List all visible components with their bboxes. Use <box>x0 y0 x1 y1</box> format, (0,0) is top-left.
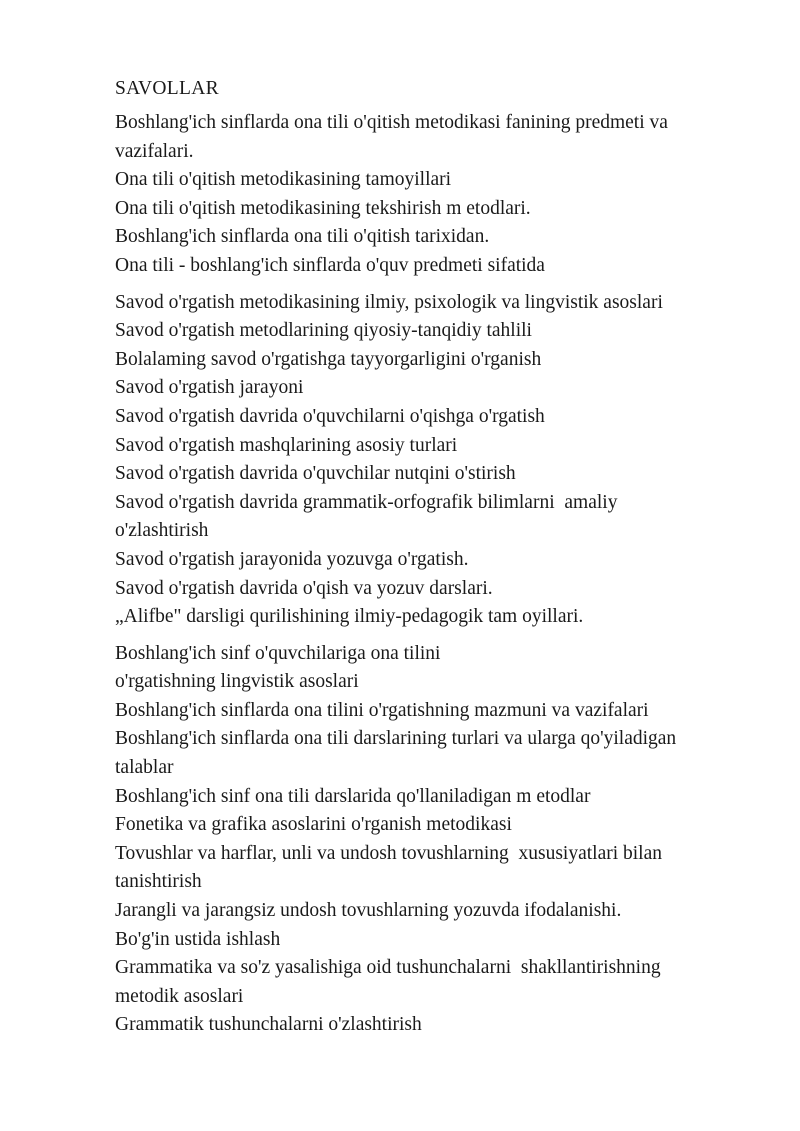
question-line: o'rgatishning lingvistik asoslari <box>115 671 359 693</box>
question-line: Savod o'rgatish davrida o'qish va yozuv darslari. <box>115 577 493 599</box>
question-line: Savod o'rgatish davrida grammatik-orfografik bilimlarni amaliy <box>115 491 618 513</box>
question-line: Boshlang'ich sinflarda ona tili o'qitish metodikasi fanining predmeti va <box>115 112 668 133</box>
question-line: Boshlang'ich sinf ona tili darslarida qo'llaniladigan m etodlar <box>115 785 591 807</box>
question-line: Tovushlar va harflar, unli va undosh tovushlarning xususiyatlari bilan <box>115 842 662 864</box>
question-line: Grammatika va so'z yasalishiga oid tushunchalarni shakllantirishning <box>115 957 661 979</box>
question-line: talablar <box>115 757 174 779</box>
question-line: Boshlang'ich sinf o'quvchilariga ona tilini <box>115 642 441 664</box>
question-line: Boshlang'ich sinflarda ona tilini o'rgatishning mazmuni va vazifalari <box>115 699 649 721</box>
question-line: Boshlang'ich sinflarda ona tili darslarining turlari va ularga qo'yiladigan <box>115 728 677 750</box>
question-section-2 <box>115 289 755 632</box>
question-line: Bo'g'in ustida ishlash <box>115 928 281 950</box>
question-line: Savod o'rgatish metodlarining qiyosiy-tanqidiy tahlili <box>115 320 532 342</box>
question-line: Savod o'rgatish davrida o'quvchilarni o'qishga o'rgatish <box>115 405 545 427</box>
question-line: Jarangli va jarangsiz undosh tovushlarning yozuvda ifodalanishi. <box>115 900 622 922</box>
question-line: Savod o'rgatish jarayonida yozuvga o'rgatish. <box>115 548 469 570</box>
question-line: Fonetika va grafika asoslarini o'rganish metodikasi <box>115 814 512 836</box>
question-line: Ona tili - boshlang'ich sinflarda o'quv predmeti sifatida <box>115 254 545 276</box>
question-line: metodik asoslari <box>115 985 244 1007</box>
question-section-3 <box>115 640 755 1040</box>
document-page <box>115 75 755 1048</box>
question-line: Ona tili o'qitish metodikasining tamoyillari <box>115 169 452 191</box>
question-line: Savod o'rgatish jarayoni <box>115 377 304 399</box>
question-line: Boshlang'ich sinflarda ona tili o'qitish tarixidan. <box>115 226 490 248</box>
question-line: Grammatik tushunchalarni o'zlashtirish <box>115 1014 422 1036</box>
question-line: Savod o'rgatish mashqlarining asosiy turlari <box>115 434 458 456</box>
question-section-1 <box>115 109 755 281</box>
question-line: Bolalaming savod o'rgatishga tayyorgarligini o'rganish <box>115 348 542 370</box>
question-line: tanishtirish <box>115 871 202 893</box>
document-title: SAVOLLAR <box>115 78 219 99</box>
question-line: Ona tili o'qitish metodikasining tekshirish m etodlari. <box>115 197 531 219</box>
question-line: Savod o'rgatish metodikasining ilmiy, psixologik va lingvistik asoslari <box>115 291 663 313</box>
question-line: „Alifbe" darsligi qurilishining ilmiy-pedagogik tam oyillari. <box>115 606 584 628</box>
question-line: vazifalari. <box>115 140 194 162</box>
question-line: o'zlashtirish <box>115 520 209 542</box>
question-line: Savod o'rgatish davrida o'quvchilar nutqini o'stirish <box>115 463 516 485</box>
